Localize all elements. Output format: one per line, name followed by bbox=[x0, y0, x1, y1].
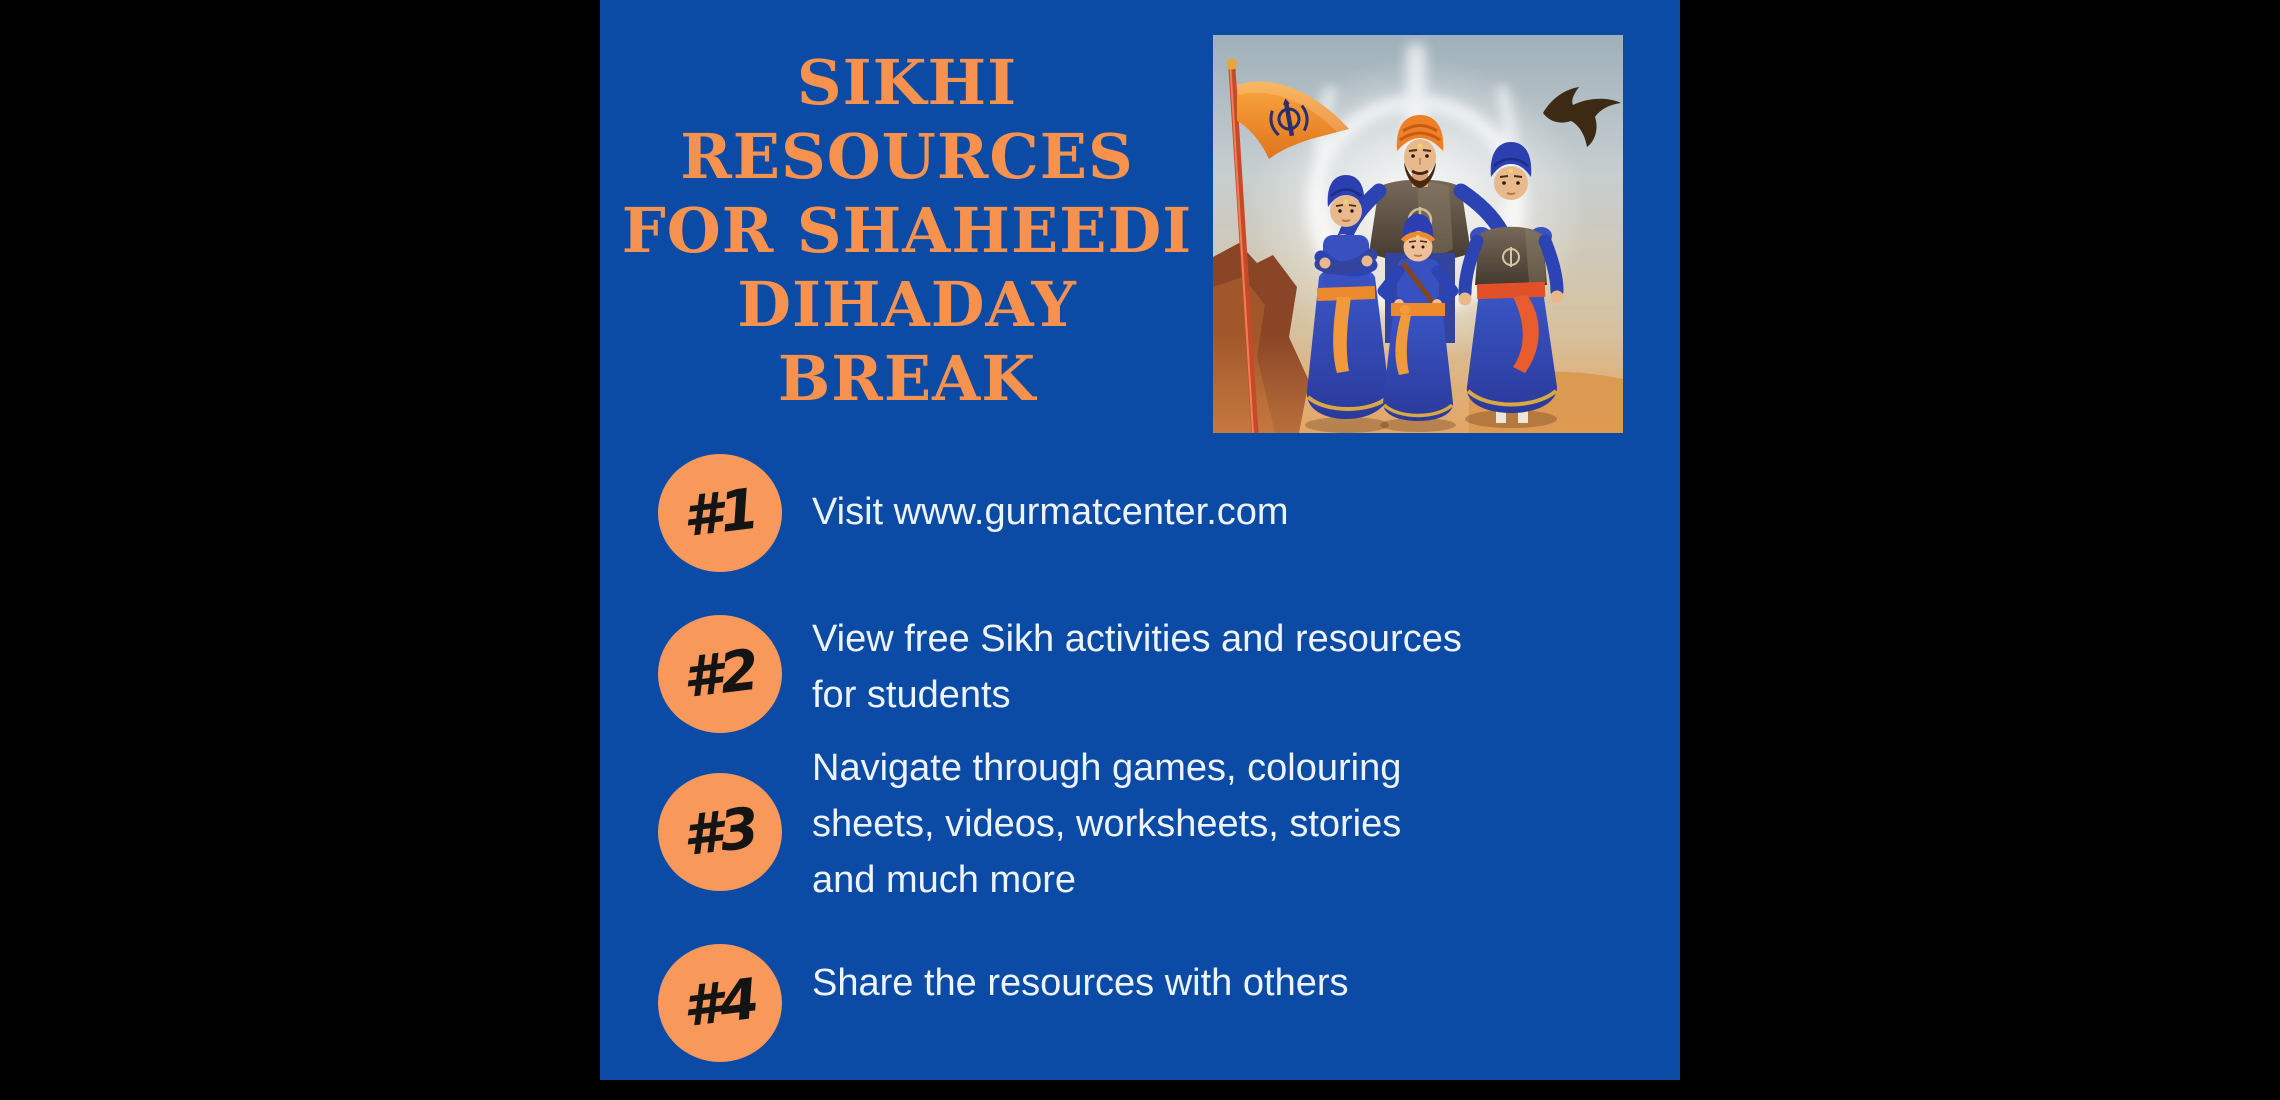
step-4-text bbox=[812, 955, 1349, 1011]
step-1-badge bbox=[658, 454, 782, 572]
step-1-text bbox=[812, 484, 1289, 540]
step-text-line: View free Sikh activities and resources bbox=[812, 618, 1462, 660]
step-2-badge bbox=[658, 615, 782, 733]
step-1-number: #1 bbox=[679, 476, 761, 550]
step-text-line: sheets, videos, worksheets, stories bbox=[812, 803, 1402, 845]
step-3-number: #3 bbox=[679, 795, 761, 869]
poster-canvas bbox=[600, 0, 1680, 1080]
title-line: DIHADAY bbox=[737, 268, 1077, 341]
step-text-line: Navigate through games, colouring bbox=[812, 747, 1402, 789]
chaar-sahibzaade-artwork bbox=[1213, 35, 1623, 433]
step-text-line: Visit www.gurmatcenter.com bbox=[812, 491, 1289, 533]
step-4-badge bbox=[658, 944, 782, 1062]
step-text-line: and much more bbox=[812, 859, 1077, 901]
title-line: RESOURCES bbox=[680, 120, 1134, 193]
title-line: FOR SHAHEEDI bbox=[621, 194, 1193, 267]
step-2-number: #2 bbox=[679, 637, 761, 711]
title-line: SIKHI bbox=[796, 46, 1018, 119]
step-text-line: Share the resources with others bbox=[812, 962, 1349, 1004]
step-3-text bbox=[812, 740, 1401, 908]
step-2-text bbox=[812, 611, 1462, 723]
step-text-line: for students bbox=[812, 674, 1011, 716]
title-line: BREAK bbox=[777, 342, 1037, 415]
step-3-badge bbox=[658, 773, 782, 891]
poster-title bbox=[600, 46, 1214, 416]
step-4-number: #4 bbox=[679, 966, 761, 1040]
